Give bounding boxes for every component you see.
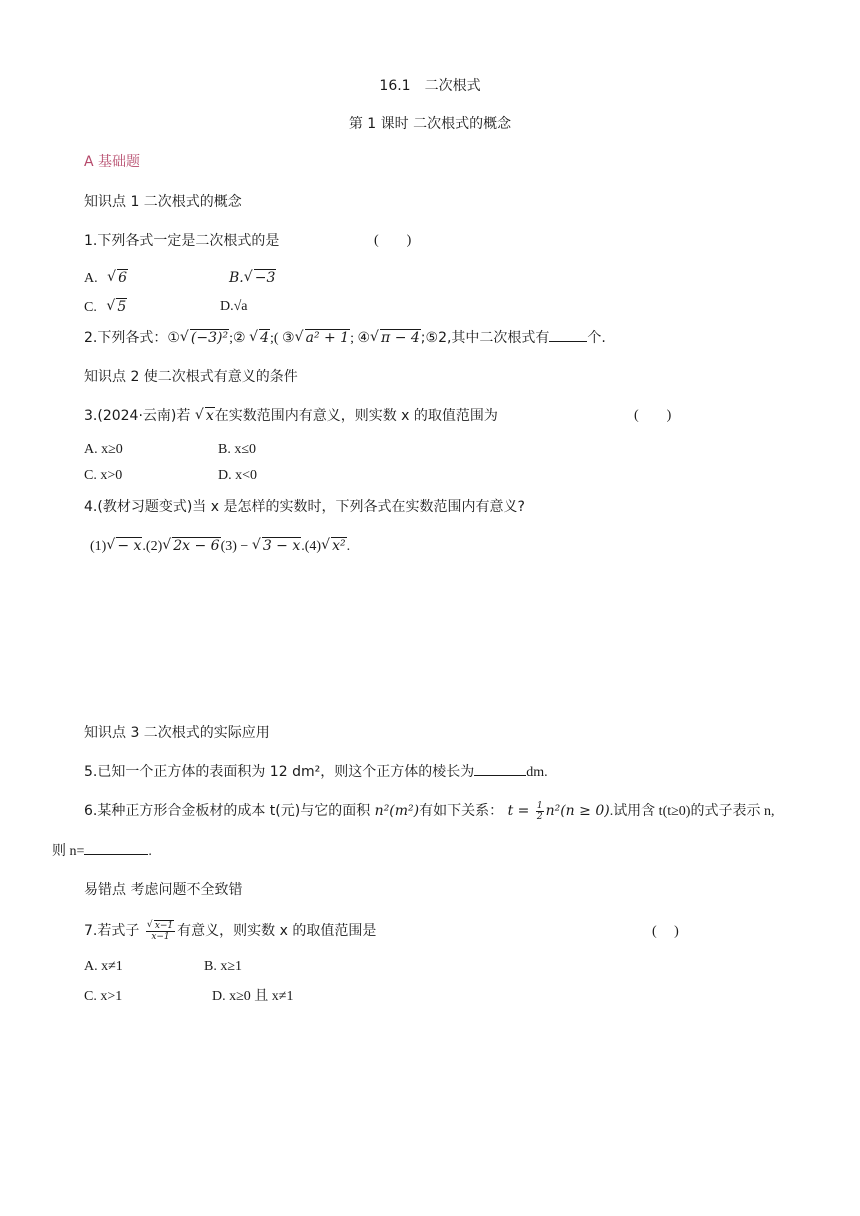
- q3-radicand: x: [205, 408, 214, 424]
- sqrt-neg3: [244, 268, 277, 288]
- q2-radicand-1: (−3)²: [190, 330, 229, 346]
- q4-radicand-3: 3 − x: [262, 538, 301, 554]
- sqrt-6: [107, 268, 128, 288]
- q3-stem-post: 在实数范围内有意义，则实数 x 的取值范围为: [214, 408, 498, 424]
- q7-option-a: A. x≠1: [84, 959, 123, 974]
- q4-radicand-4: x²: [332, 538, 346, 554]
- q6-line2-post: .: [148, 844, 152, 859]
- q5-unit: dm.: [526, 765, 548, 780]
- q3-stem: [84, 406, 498, 427]
- q4-radical-2: [162, 536, 220, 556]
- q4-part-5: .: [346, 539, 351, 554]
- section-title: 16.1 二次根式: [379, 78, 481, 94]
- q6-answer-blank[interactable]: [84, 854, 148, 855]
- q1-option-a: [84, 268, 128, 289]
- q1-option-c: [84, 297, 127, 318]
- q4-radical-1: [106, 536, 142, 556]
- q5-answer-blank[interactable]: [474, 775, 526, 776]
- q7-fraction: [146, 921, 175, 942]
- q1-answer-paren: ( ): [374, 233, 412, 248]
- q6-stem-line1: [84, 801, 774, 822]
- q2-radicand-3: a² + 1: [305, 330, 350, 346]
- q1-option-b: [229, 268, 276, 289]
- q7-option-d: D. x≥0 且 x≠1: [212, 989, 294, 1004]
- q1-option-c-label: C.: [84, 300, 97, 315]
- q6-stem-line2: [52, 842, 152, 862]
- q6-line2-pre: 则 n=: [52, 844, 85, 859]
- q1-option-d: D.√a: [220, 299, 248, 314]
- q3-option-a: A. x≥0: [84, 442, 123, 457]
- q7-stem-pre: 7.若式子: [84, 923, 144, 939]
- kp2-heading: 知识点 2 使二次根式有意义的条件: [84, 369, 298, 385]
- q1-stem: 1.下列各式一定是二次根式的是: [84, 233, 280, 249]
- q7-answer-paren: ( ): [652, 924, 679, 939]
- q7-fraction-num-wrap: [146, 921, 175, 932]
- q7-stem: [84, 921, 376, 942]
- q4-part-3: (3) −: [220, 539, 252, 554]
- q3-stem-pre: 3.(2024·云南)若: [84, 408, 195, 424]
- q2-radical-4: [370, 328, 421, 348]
- q1-option-b-radicand: −3: [254, 270, 276, 286]
- q2-radicand-4: π − 4: [381, 330, 420, 346]
- q4-part-4: .(4): [301, 539, 322, 554]
- q1-option-c-radicand: 5: [117, 299, 127, 315]
- q6-fraction: [536, 801, 544, 822]
- q6-formula-post: n²(n ≥ 0): [545, 803, 610, 819]
- sqrt-x: [195, 406, 215, 426]
- q2-prefix: 2.下列各式：①: [84, 330, 180, 346]
- q2-radical-3: [295, 328, 351, 348]
- q4-radical-4: [321, 536, 347, 556]
- q4-stem: 4.(教材习题变式)当 x 是怎样的实数时，下列各式在实数范围内有意义?: [84, 499, 525, 515]
- error-point-heading: 易错点 考虑问题不全致错: [84, 882, 243, 898]
- part-a-label: A 基础题: [84, 154, 141, 170]
- q6-area-expr: n²(m²): [374, 803, 420, 819]
- lesson-title: 第 1 课时 二次根式的概念: [348, 116, 512, 132]
- q4-radicand-2: 2x − 6: [173, 538, 220, 554]
- q7-fraction-den: x−1: [151, 932, 170, 943]
- sqrt-5: [106, 297, 127, 317]
- q5-text: 5.已知一个正方体的表面积为 12 dm²，则这个正方体的棱长为: [84, 764, 475, 780]
- q6-fraction-num: 1: [536, 801, 543, 812]
- q2-sep-2: ;( ③: [269, 331, 295, 346]
- q2-sep-3: ; ④: [350, 331, 371, 346]
- q1-option-a-label: A.: [84, 271, 98, 286]
- q3-option-d: D. x<0: [218, 468, 258, 483]
- q4-radical-3: [252, 536, 301, 556]
- q7-option-b: B. x≥1: [204, 959, 243, 974]
- q6-formula-pre: t =: [507, 803, 534, 819]
- q4-part-2: .(2): [142, 539, 163, 554]
- q4-expressions: [90, 536, 350, 557]
- q2-suffix: ;⑤2,其中二次根式有: [420, 330, 550, 346]
- q7-stem-post: 有意义，则实数 x 的取值范围是: [177, 923, 377, 939]
- q7-fraction-num: x−1: [154, 921, 174, 932]
- q2-sep-1: ;②: [229, 331, 250, 346]
- q3-option-b: B. x≤0: [218, 442, 257, 457]
- q2-answer-blank[interactable]: [549, 341, 587, 342]
- kp1-heading: 知识点 1 二次根式的概念: [84, 194, 242, 210]
- q3-answer-paren: ( ): [634, 408, 672, 423]
- q2-unit: 个.: [587, 330, 606, 346]
- q2-stem: [84, 328, 606, 349]
- q3-option-c: C. x>0: [84, 468, 123, 483]
- kp3-heading: 知识点 3 二次根式的实际应用: [84, 725, 270, 741]
- q7-option-c: C. x>1: [84, 989, 123, 1004]
- q2-radicand-2: 4: [260, 330, 269, 346]
- q6-text-post: .试用含 t(t≥0)的式子表示 n,: [609, 804, 775, 819]
- q1-option-b-label: B.: [229, 270, 244, 286]
- q2-radical-1: [180, 328, 229, 348]
- q4-part-1: (1): [90, 539, 107, 554]
- q6-text-pre: 6.某种正方形合金板材的成本 t(元)与它的面积: [84, 803, 375, 819]
- q4-radicand-1: − x: [117, 538, 142, 554]
- q5-stem: [84, 762, 548, 783]
- q2-radical-2: [249, 328, 270, 348]
- q6-fraction-den: 2: [536, 812, 543, 823]
- q6-text-mid: 有如下关系：: [419, 803, 508, 819]
- q7-fraction-sqrt: [147, 921, 174, 931]
- q1-option-a-radicand: 6: [118, 270, 128, 286]
